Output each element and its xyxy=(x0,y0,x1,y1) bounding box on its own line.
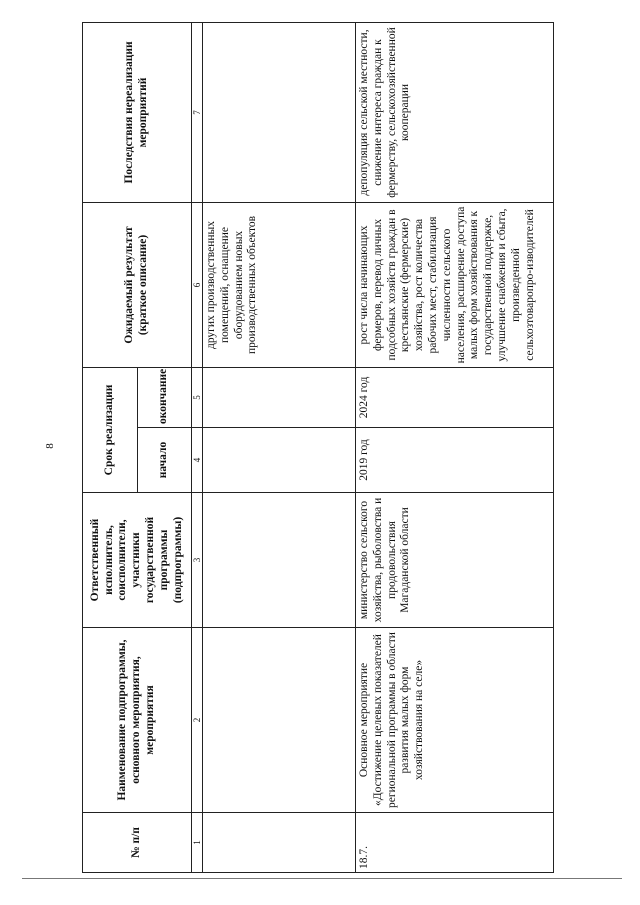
row-result: рост числа начинающих фермеров, перевод личных подсобных хозяйств граждан в крестьянские (фермерские) хозяйства, рост количества рабочих мест, стабилизация численности сельского населения, расширение доступа малых форм хозяйствования к государственной поддержке, улучшение снабжения и сбыта, произведенной сельхозтоваропро-изводителей xyxy=(356,202,554,367)
table-cell xyxy=(203,22,356,202)
header-result: Ожидаемый результат (краткое описание) xyxy=(83,202,192,367)
header-number: № п/п xyxy=(83,813,192,873)
row-number: 18.7. xyxy=(356,813,554,873)
column-number-row xyxy=(192,22,203,872)
header-executor: Ответственный исполнитель, соисполнители, участники государственной программы (подпрограммы) xyxy=(83,493,192,628)
row-executor: министерство сельского хозяйства, рыболовства и продовольствия Магаданской области xyxy=(356,493,554,628)
continuation-row xyxy=(203,22,356,872)
header-end: окончание xyxy=(137,367,192,427)
scan-edge-line xyxy=(22,878,622,879)
activities-table xyxy=(82,22,554,873)
row-end: 2024 год xyxy=(356,367,554,427)
row-start: 2019 год xyxy=(356,428,554,493)
column-number: 1 xyxy=(192,813,203,873)
page-number: 8 xyxy=(44,443,56,449)
header-period: Срок реализации xyxy=(83,367,138,492)
column-number: 4 xyxy=(192,428,203,493)
table-cell xyxy=(203,493,356,628)
column-number: 3 xyxy=(192,493,203,628)
column-number: 6 xyxy=(192,202,203,367)
row-name: Основное мероприятие «Достижение целевых показателей региональной программы в области развития малых форм хозяйствования на селе» xyxy=(356,628,554,813)
table-cell xyxy=(203,628,356,813)
table-cell xyxy=(203,428,356,493)
column-number: 7 xyxy=(192,22,203,202)
column-number: 2 xyxy=(192,628,203,813)
header-row-1 xyxy=(83,22,138,872)
rotated-table-wrapper xyxy=(82,23,554,873)
header-name: Наименование подпрограммы, основного мероприятия, мероприятия xyxy=(83,628,192,813)
table-cell xyxy=(203,367,356,427)
table-row xyxy=(356,22,554,872)
header-start: начало xyxy=(137,428,192,493)
continuation-result: других производственных помещений, оснащение оборудованием новых производственных объектов xyxy=(203,202,356,367)
row-consequences: депопуляция сельской местности, снижение интереса граждан к фермерству, сельскохозяйственной кооперации xyxy=(356,22,554,202)
header-consequences: Последствия нереализации мероприятий xyxy=(83,22,192,202)
column-number: 5 xyxy=(192,367,203,427)
table-cell xyxy=(203,813,356,873)
